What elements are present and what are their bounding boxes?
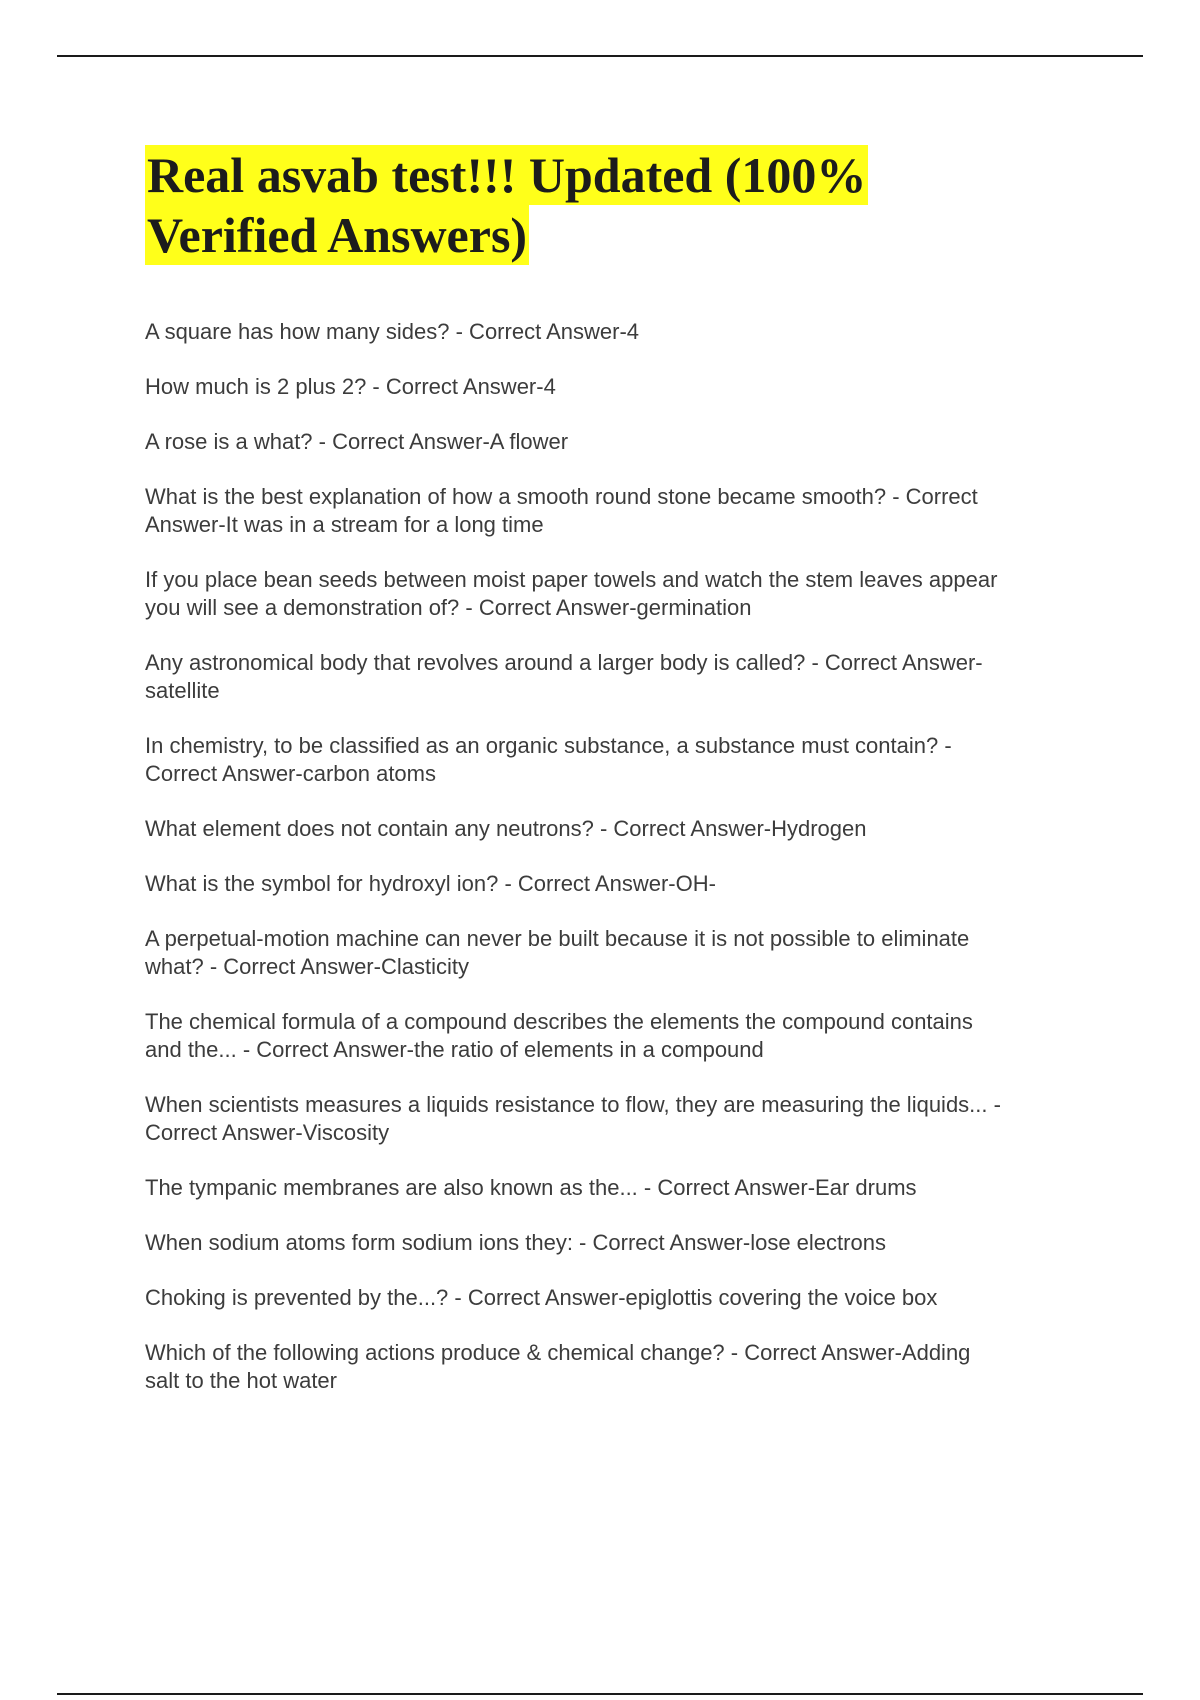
qa-line: Correct Answer-carbon atoms — [145, 761, 436, 786]
qa-line: you will see a demonstration of? - Correct Answer-germination — [145, 595, 752, 620]
qa-line: A rose is a what? - Correct Answer-A flower — [145, 429, 569, 454]
bottom-rule — [57, 1693, 1143, 1695]
top-rule — [57, 55, 1143, 57]
qa-line: When sodium atoms form sodium ions they: - Correct Answer-lose electrons — [145, 1230, 886, 1255]
qa-line: A square has how many sides? - Correct Answer-4 — [145, 319, 640, 344]
qa-item — [145, 428, 1095, 456]
qa-item — [145, 1008, 1095, 1064]
qa-line: The chemical formula of a compound describes the elements the compound contains — [145, 1009, 973, 1034]
qa-line: Correct Answer-Viscosity — [145, 1120, 390, 1145]
qa-item — [145, 1174, 1095, 1202]
qa-item — [145, 1229, 1095, 1257]
qa-line: A perpetual-motion machine can never be built because it is not possible to eliminate — [145, 926, 970, 951]
qa-item — [145, 1091, 1095, 1147]
qa-line: Choking is prevented by the...? - Correct Answer-epiglottis covering the voice box — [145, 1285, 938, 1310]
qa-line: What element does not contain any neutrons? - Correct Answer-Hydrogen — [145, 816, 867, 841]
qa-item — [145, 373, 1095, 401]
qa-line: satellite — [145, 678, 220, 703]
qa-line: What is the symbol for hydroxyl ion? - Correct Answer-OH- — [145, 871, 716, 896]
qa-line: How much is 2 plus 2? - Correct Answer-4 — [145, 374, 556, 399]
qa-item — [145, 815, 1095, 843]
qa-item — [145, 870, 1095, 898]
qa-line: Which of the following actions produce & chemical change? - Correct Answer-Adding — [145, 1340, 971, 1365]
qa-list — [145, 318, 1095, 1422]
qa-line: Answer-It was in a stream for a long time — [145, 512, 544, 537]
qa-line: and the... - Correct Answer-the ratio of elements in a compound — [145, 1037, 764, 1062]
qa-item — [145, 732, 1095, 788]
qa-line: If you place bean seeds between moist paper towels and watch the stem leaves appear — [145, 567, 998, 592]
qa-line: In chemistry, to be classified as an organic substance, a substance must contain? - — [145, 733, 952, 758]
qa-item — [145, 649, 1095, 705]
qa-line: The tympanic membranes are also known as the... - Correct Answer-Ear drums — [145, 1175, 917, 1200]
qa-item — [145, 1284, 1095, 1312]
document-title — [145, 145, 1045, 265]
qa-line: salt to the hot water — [145, 1368, 337, 1393]
qa-line: What is the best explanation of how a smooth round stone became smooth? - Correct — [145, 484, 978, 509]
title-line-2: Verified Answers) — [147, 207, 528, 263]
qa-line: When scientists measures a liquids resistance to flow, they are measuring the liquids... - — [145, 1092, 1001, 1117]
qa-item — [145, 925, 1095, 981]
qa-item — [145, 318, 1095, 346]
qa-item — [145, 566, 1095, 622]
qa-item — [145, 483, 1095, 539]
qa-item — [145, 1339, 1095, 1395]
qa-line: what? - Correct Answer-Clasticity — [145, 954, 469, 979]
qa-line: Any astronomical body that revolves around a larger body is called? - Correct Answer- — [145, 650, 983, 675]
title-line-1: Real asvab test!!! Updated (100% — [147, 147, 867, 203]
